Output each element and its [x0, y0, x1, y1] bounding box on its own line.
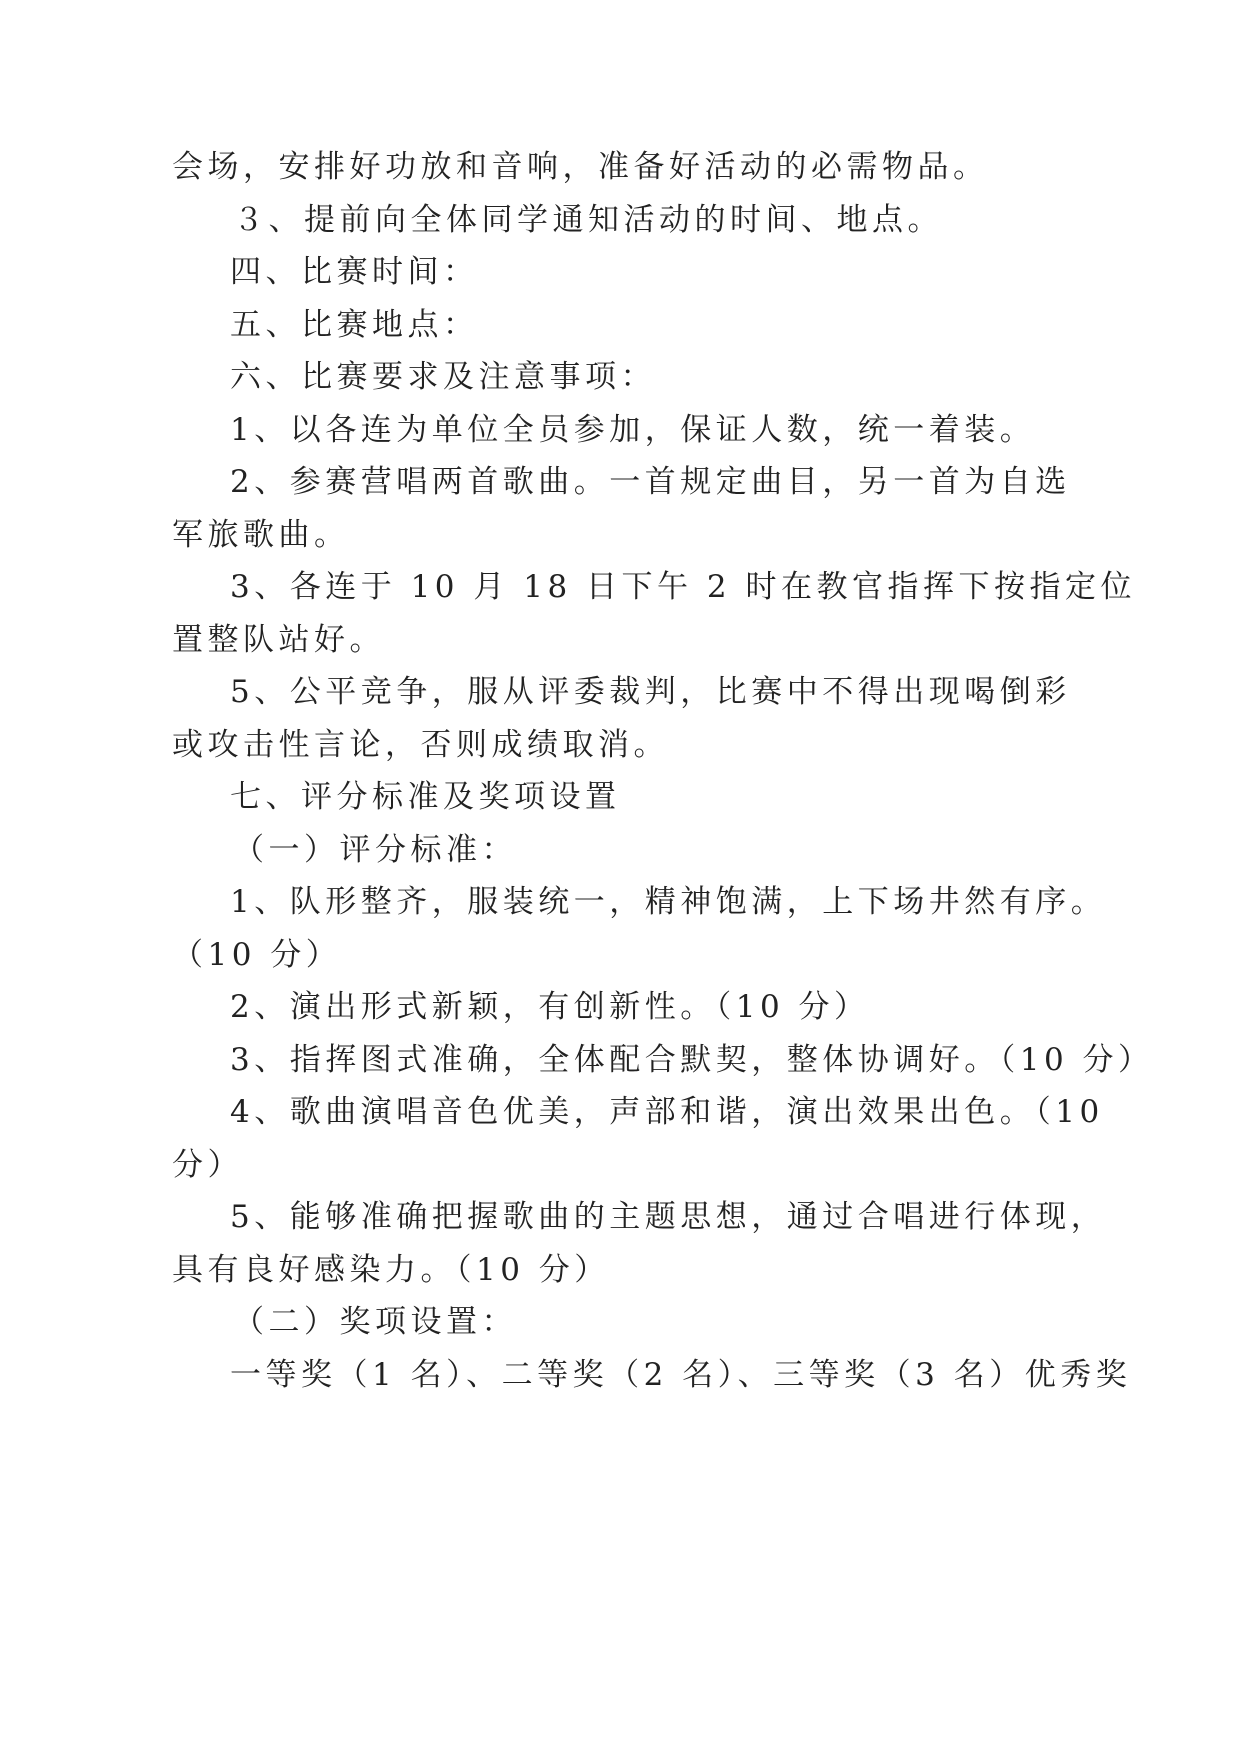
text-line: 或攻击性言论，否则成绩取消。 — [172, 727, 669, 763]
text-line: 军旅歌曲。 — [172, 517, 350, 553]
subsection-heading: （二）奖项设置： — [233, 1304, 517, 1340]
text-line: 置整队站好。 — [172, 622, 385, 658]
text-line: ３、提前向全体同学通知活动的时间、地点。 — [233, 202, 943, 238]
section-heading: 四、比赛时间： — [230, 254, 479, 290]
section-heading: 七、评分标准及奖项设置 — [230, 779, 621, 815]
text-line: 1、队形整齐，服装统一，精神饱满，上下场井然有序。 — [230, 884, 1107, 920]
text-line: 4、歌曲演唱音色优美，声部和谐，演出效果出色。（10 — [230, 1094, 1104, 1130]
text-line: 会场，安排好功放和音响，准备好活动的必需物品。 — [172, 149, 989, 185]
text-line: 具有良好感染力。（10 分） — [172, 1252, 610, 1288]
text-line: （10 分） — [172, 937, 342, 973]
text-line: 5、公平竞争，服从评委裁判，比赛中不得出现喝倒彩 — [230, 674, 1071, 710]
text-line: 3、指挥图式准确，全体配合默契，整体协调好。（10 分） — [230, 1042, 1154, 1078]
section-heading: 六、比赛要求及注意事项： — [230, 359, 656, 395]
text-line: 分） — [172, 1147, 243, 1183]
subsection-heading: （一）评分标准： — [233, 832, 517, 868]
text-line: 2、演出形式新颖，有创新性。（10 分） — [230, 989, 870, 1025]
text-line: 3、各连于 10 月 18 日下午 2 时在教官指挥下按指定位 — [230, 569, 1136, 605]
text-line: 一等奖（1 名）、二等奖（2 名）、三等奖（3 名）优秀奖 — [230, 1357, 1132, 1393]
text-line: 1、以各连为单位全员参加，保证人数，统一着装。 — [230, 412, 1036, 448]
text-line: 5、能够准确把握歌曲的主题思想，通过合唱进行体现， — [230, 1199, 1107, 1235]
text-line: 2、参赛营唱两首歌曲。一首规定曲目，另一首为自选 — [230, 464, 1071, 500]
section-heading: 五、比赛地点： — [230, 307, 479, 343]
